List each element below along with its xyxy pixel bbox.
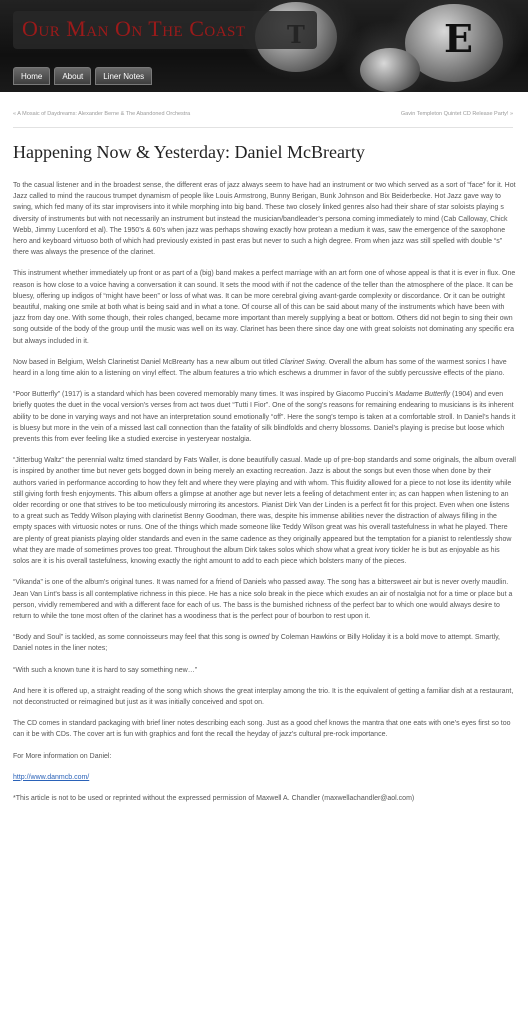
previous-post-link[interactable]: « A Mosaic of Daydreams: Alexander Berne & The Abandoned Orchestra: [13, 111, 191, 117]
emphasis: owned: [248, 634, 270, 642]
paragraph: “Vikanda” is one of the album’s original tunes. It was named for a friend of Daniels who passed away. The song has a bittersweet air but is never overly maudlin. Jean Van Lint’s bass is all contemplative richness in this piece. He has a nice solo break in the piece which exudes an air of nostalgia not for a time or place but a person, vividly remembered and with a different face for each of us. The bass is the burnished richness of the perfect bar to which one would always desire to return to while the tone most often of the clarinet has a woodiness that is the perfect pour of bourbon to rest upon it.: [13, 579, 513, 620]
artist-website-link[interactable]: http://www.danmcb.com/: [13, 773, 90, 781]
copyright-note: *This article is not to be used or reprinted without the expressed permission of Maxwell A. Chandler (maxwellachandler@aol.com): [13, 794, 415, 802]
paragraph: The CD comes in standard packaging with brief liner notes describing each song. Just as a good chef knows the mantra that one eats with one’s eyes first so too can it be with CDs. The cover art is fun with graphics and font the recall the heyday of jazz’s cultural pre-rock importance.: [13, 720, 511, 739]
post-navigation: [13, 111, 513, 121]
nav-item-liner-notes[interactable]: Liner Notes: [95, 67, 152, 85]
paragraph: This instrument whether immediately up front or as part of a (big) band makes a perfect marriage with an art form one of whose appeal is that it is ever in flux. One reason is how close to a voice having a conversation it can sound. It sets the mood with if not the cadence of the teller than the atmosphere of the place. It can be bluesy, offering up indigos of “might have been” or loss of what was. It can be more cerebral giving avant-garde complexity or discordance. Or it can be outright beautiful, making one smile at both what is being said and in what a tone. Of course all of this can be said about many of the instruments which have been with jazz from day one. With some though, their roles changed, became more important than merely supplying a beat or bottom. Others did not begin to sing their own song outside of the body of the group until the music was well on its way. Clarinet has been there since day one with great soloists not dominating any specific era but always included in it.: [13, 270, 516, 345]
paragraph: “Jitterbug Waltz” the perennial waltz timed standard by Fats Waller, is done beautifully casual. Made up of pre-bop standards and some originals, the album overall is inspired by another time but never gets bogged down in being merely an exacting recreation. Jazz is about the songs but even those when done by their authors varied in performance according to how they felt and where they were playing and with whom. This fluidity allowed for a piece to not lose its identity while still giving forth fresh enjoyments. This album offers a glimpse at another age but never lets a feeling of detachment enter in; as can happen when listening to an older recording or one that strives to be too meticulously mirroring its ancestors. Pianist Dirk Van der Linden is a perfect fit for this project. Even when one listens to a great such as Teddy Wilson playing with clarinetist Benny Goodman, there was, despite his immense abilities never the distraction of always filling in the empty spaces with virtuosic notes or runs. One of the things which made someone like Teddy Wilson great was his overall tastefulness in what he played. There are plenty of great pianists playing older standards and even in the same cadence as they originally appeared but the temptation for a pianist to relentlessly show what they are made of sometimes proves too great. Throughout the album Dirk takes solos which show what a great ivory tickler he is but as enjoyable as his solos are it is his overall tastefulness, knowing exactly the right amount to add to each piece which bolsters many of the pieces.: [13, 457, 516, 566]
album-title: Clarinet Swing: [279, 358, 325, 366]
post-content: [13, 180, 516, 813]
paragraph: To the casual listener and in the broadest sense, the different eras of jazz always seem to have had an instrument or two which served as a sort of “face” for it. Hot Jazz called to mind the raucous trumpet dynamism of people like Louis Armstrong, Bunny Berigan, Bunk Johnson and Bix Beiderbecke. Hot Jazz gave way to swing, which fed many of its star improvisers into it while morphing into big band. These two closely linked genres also had their share of star soloists playing s diversity of instruments but with not necessarily an instrument but instead the musician/bandleader’s persona coming immediately to mind (Cab Calloway, Chick Webb, Jimmy Lucenford et al). The 1950’s & 60’s when jazz was perhaps showing exactly how protean a medium it was, saw the emergence of the saxophone hero and keyboard virtuoso both of which had previously existed in past eras but never to such a high degree. From when jazz was still spelled with double “s” there was always the presence of the clarinet.: [13, 182, 516, 257]
paragraph: And here it is offered up, a straight reading of the song which shows the great interplay among the trio. It is the equivalent of getting a familiar dish at a restaurant, not deconstructed or reimagined but just as it was initially conceived and spot on.: [13, 687, 514, 706]
divider: [13, 127, 513, 128]
paragraph: “Body and Soul” is tackled, as some connoisseurs may feel that this song is owned by Coleman Hawkins or Billy Holiday it is a bold move to attempt. Smartly, Daniel notes in the liner notes;: [13, 634, 501, 653]
masthead: E Our Man On The Coast Home About Liner Notes: [0, 0, 528, 92]
paragraph: Now based in Belgium, Welsh Clarinetist Daniel McBrearty has a new album out titled Clarinet Swing. Overall the album has some of the warmest sonics I have heard in a long time akin to a listening on vinyl effect. The album features a trio which eschews a drummer in favor of the subtly percussive effects of the piano.: [13, 358, 507, 378]
nav-item-about[interactable]: About: [54, 67, 91, 85]
quote: “With such a known tune it is hard to say something new…”: [13, 666, 198, 674]
paragraph: “Poor Butterfly” (1917) is a standard which has been covered memorably many times. It was inspired by Giacomo Puccini’s Madame Butterfly (1904) and even briefly quotes the duet in the vocal version’s verses from act twos duet “Tutti I Fior”. One of the song’s reasons for remaining endearing to musicians is its inherent ability to be done in varying ways and not have an interpretation sound emotionally “off”. Here the song’s tempo is taken at a comfortable stroll. In Daniel’s hands it is bluesy but more in the vein of a missed last call connection than the fatality of silk blindfolds and cherry blossoms. Daniel’s playing is precise but loose which prevents this from ever feeling like a studied exercise in yesteryear nostalgia.: [13, 391, 516, 444]
site-title[interactable]: Our Man On The Coast: [22, 16, 246, 41]
nav-item-home[interactable]: Home: [13, 67, 50, 85]
main-nav: [13, 67, 152, 85]
opera-title: Madame Butterfly: [395, 391, 451, 399]
post-title: Happening Now & Yesterday: Daniel McBrearty: [13, 142, 365, 162]
paragraph: For More information on Daniel:: [13, 752, 112, 760]
next-post-link[interactable]: Gavin Templeton Quintet CD Release Party! »: [400, 111, 513, 117]
site-title-box: [13, 11, 317, 49]
paragraph: [13, 772, 516, 783]
